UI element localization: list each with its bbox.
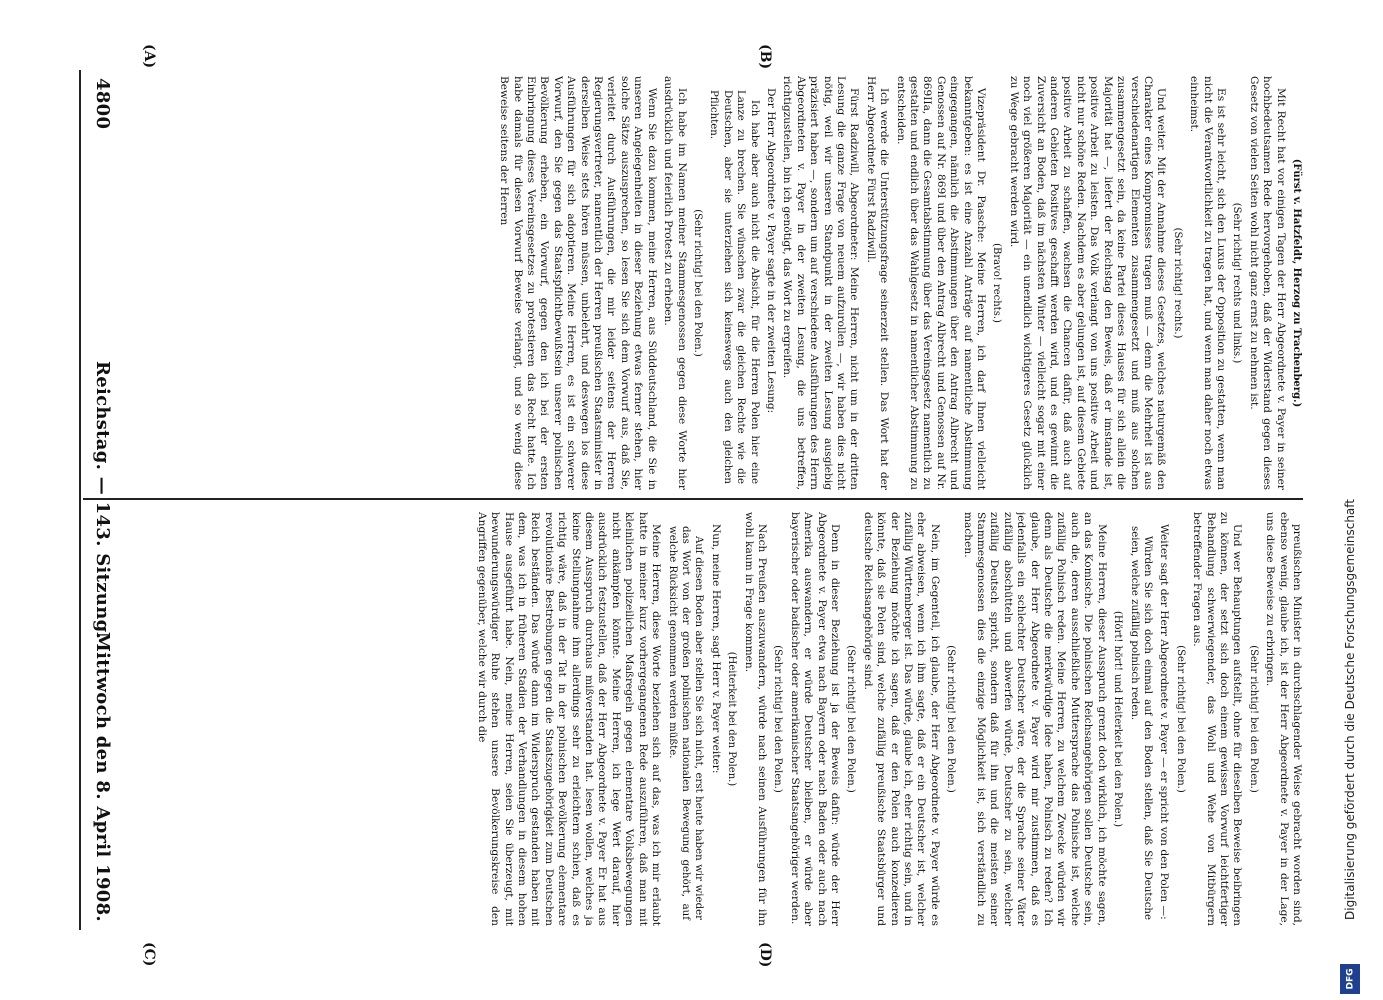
credit-text: Digitalisierung gefördert durch die Deutsche Forschungsgemeinschaft	[1343, 498, 1357, 920]
right-column	[88, 512, 1303, 926]
speaker-line: (Fürst v. Hatzfeldt, Herzog zu Trachenberg.)	[1291, 158, 1302, 408]
paragraph: Nach Preußen auszuwandern, würde nach seinen Ausführungen für ihn wohl kaum in Frage kommen.	[742, 512, 768, 926]
page-number: 4800	[92, 78, 113, 130]
interjection: (Sehr richtig! rechts und links.)	[1231, 202, 1243, 364]
left-column	[88, 76, 1303, 490]
margin-marker-b: (B)	[757, 44, 773, 70]
digitization-credit	[1338, 0, 1362, 1000]
interjection: (Sehr richtig! bei den Polen.)	[1247, 645, 1259, 793]
margin-marker-a: (A)	[141, 44, 157, 69]
paragraph: Fürst Radziwill, Abgeordneter: Meine Herren, nicht um in der dritten Lesung die ganze Frage von neuem aufzurollen —, wir haben dies nicht nötig, weil wir unseren Standpunkt in der zweiten Lesung ausgiebig präzisiert haben —, sondern um auf verschiedene Ausführungen des Herrn Abgeordneten v. Payer in der zweiten Lesung, die uns betreffen, richtigzustellen, bin ich genötigt, das Wort zu ergreifen.	[781, 76, 861, 490]
paragraph: Mit Recht hat vor einigen Tagen der Herr Abgeordnete v. Payer in seiner hochbedeutsamen Rede hervorgehoben, daß der Widerstand gegen dieses Gesetz von vielen Seiten wohl nicht ganz ernst zu nehmen ist.	[1247, 76, 1287, 490]
margin-marker-d: (D)	[757, 942, 773, 968]
paragraph: Weiter sagt der Herr Abgeordnete v. Payer — er spricht von den Polen —:	[1158, 524, 1171, 920]
column-divider	[83, 498, 1303, 500]
interjection: (Heiterkeit bei den Polen.)	[726, 651, 738, 787]
paragraph: Ich werde die Unterstützungsfrage seinerzeit stellen. Das Wort hat der Herr Abgeordnete Fürst Radziwill.	[864, 76, 891, 490]
dfg-logo-icon	[1340, 964, 1360, 994]
quotation: Auf diesen Boden aber stellen Sie sich nicht, erst heute haben wir wieder das Wort von der großen polnischen nationalen Bewegung gehört, auf welche Rücksicht genommen werden müßte.	[666, 526, 705, 920]
paragraph: Vizepräsident Dr. Paasche: Meine Herren, ich darf Ihnen vielleicht bekanntgeben: es ist eine Anzahl Anträge auf namentliche Abstimmung eingegangen, nämlich die Abstimmungen über den Antrag Albrecht und Genossen auf Nr. 869I und über den Antrag Albrecht und Genossen auf Nr. 869IIa, dann die Gesamtabstimmung über das Vereinsgesetz namentlich zu gestalten und endlich über das Wahlgesetz in namentlicher Abstimmung zu entscheiden.	[894, 76, 988, 490]
margin-marker-c: (C)	[141, 942, 157, 967]
paragraph: Es ist sehr leicht, sich den Luxus der Opposition zu gestatten, wenn man nicht die Verantwortlichkeit zu tragen hat, und wenn man daher noch etwas einheimst.	[1188, 76, 1227, 490]
interjection: (Sehr richtig! bei den Polen.)	[1174, 645, 1186, 793]
paragraph: Und wer Behauptungen aufstellt, ohne für dieselben Beweise beibringen zu können, der setzt sich doch einem gewissen Vorwurf leichtfertiger Behandlung schwerwiegender, das Wohl und Wehe von Mitbürgern betreffender Fragen aus.	[1191, 512, 1244, 926]
paragraph: Ich habe im Namen meiner Stammesgenossen gegen diese Worte hier ausdrücklich und feierlich Protest zu erheben.	[662, 76, 688, 490]
interjection: (Hört! hört! und Heiterkeit bei den Polen.)	[1112, 610, 1124, 828]
quotation: Ich habe aber auch nicht die Absicht, für die Herren Polen hier eine Lanze zu brechen. Sie wünschen zwar die gleichen Rechte wie die Deutschen, aber sie unterziehen sich keineswegs auch den gleichen Pflichten.	[708, 90, 760, 484]
paragraph: preußischen Minister in durchschlagender Weise gebracht worden sind, ebenso wenig, glaube ich, ist der Herr Abgeordnete v. Payer in der Lage, uns diese Beweise zu erbringen.	[1264, 512, 1303, 926]
interjection: (Sehr richtig! bei den Polen.)	[945, 645, 957, 793]
paragraph: Meine Herren, dieser Ausspruch grenzt doch wirklich, ich möchte sagen, an das Komische. Die polnischen Reichsangehörigen sollen Deutsche sein, auch die, deren ausschließliche Muttersprache das Polnische ist, welche zufällig Polnisch reden. Meine Herren, zu welchem Zwecke würden wir denn als Deutsche die merkwürdige Idee haben, Polnisch zu reden? Ich glaube, der Herr Abgeordnete v. Payer wird mir zustimmen, daß es jedenfalls ein schlechter Deutscher wäre, der die Sprache seiner Väter zufällig abschütteln und abwerfen würde, Deutscher zu sein, welcher zufällig Deutsch spricht, sondern daß für ihn und die meisten seiner Stammesgenossen dies die einzige Möglichkeit ist, sich verständlich zu machen.	[961, 512, 1108, 926]
interjection: (Sehr richtig! bei den Polen.)	[772, 645, 784, 793]
paragraph: Der Herr Abgeordnete v. Payer sagte in der zweiten Lesung:	[764, 88, 777, 414]
logo-label: DFG	[1345, 968, 1356, 990]
interjection: (Sehr richtig! bei den Polen.)	[691, 209, 703, 357]
paragraph: Und weiter. Mit der Annahme dieses Gesetzes, welches naturgemäß den Charakter eines Kompromisses tragen muß — denn die Mehrheit ist aus verschiedenartigen Elementen zusammengesetzt und muß aus solchen zusammengesetzt sein, da keine Partei dieses Hauses für sich allein die Majorität hat —, liefert der Reichstag den Beweis, daß er imstande ist, positive Arbeit zu leisten. Das Volk verlangt von uns positive Arbeit und nicht nur schöne Reden. Nachdem es aber gelungen ist, auf diesem Gebiete positive Arbeit zu schaffen, wachsen die Chancen dafür, daß auch auf anderen Gebieten Positives geschafft werden wird, und es gewinnt die Zuversicht an Boden, daß im nächsten Winter — vielleicht sogar mit einer noch viel größeren Majorität — ein unendlich wichtigeres Gesetz glücklich zu Wege gebracht werden wird.	[1007, 76, 1168, 490]
paragraph: Meine Herren, diese Worte beziehen sich auf das, was ich mir erlaubt hatte in meiner kurz vorhergegangenen Rede auszuführen, daß man mit kleinlichen polizeilichen Maßregeln gegen elementare Volksbewegungen nicht ankämpfen könnte. Meine Herren, ich lege Wert darauf, hier ausdrücklich festzustellen, daß der Herr Abgeordnete v. Payer Er hat aus diesem Ausspruch durchaus mißverstanden hat. lesen wollen, welches ja keine Stellungnahme ihm allerdings sehr zu erleichtern schien, daß es richtig wäre, daß in der Tat in der polnischen Bevölkerung elementare revolutionäre Bestrebungen gegen die Staatszugehörigkeit zum Deutschen Reich beständen. Das würde dann im Widerspruch gestanden haben mit dem, was ich in früheren Stadien der Verhandlungen in diesem hohen Hause ausgeführt habe. Nein, meine Herren, seien Sie überzeugt, mit bewunderungswürdiger Ruhe stehen unsere Bevölkerungskreise den Angriffen gegenüber, welche wir durch die	[475, 512, 663, 926]
quotation: Würden Sie sich doch einmal auf den Boden stellen, daß Sie Deutsche seien, welche zufällig polnisch reden.	[1128, 526, 1153, 920]
header-divider	[79, 70, 81, 930]
interjection: (Sehr richtig! bei den Polen.)	[845, 645, 857, 793]
paragraph: Nun, meine Herren, sagt Herr v. Payer weiter:	[709, 524, 722, 774]
session-date: Mittwoch den 8. April 1908.	[92, 631, 113, 922]
paragraph: Wenn Sie dazu kommen, meine Herren, aus Süddeutschland, die Sie in unseren Angelegenheiten in dieser Beziehung etwas ferner stehen, hier solche Sätze auszusprechen, so lesen Sie sich dem Vorwurf aus, daß Sie, verleitet durch Ausführungen, die mir leider seitens der Herren Regierungsvertreter, namentlich der Herren preußischen Staatsminister in derselben Weise stets hören müssen, unbelehrt, und deswegen los diese Ausführungen für sich adoptieren. Meine Herren, es ist ein schwerer Vorwurf, den Sie gegen das Staatspflichtbewußtsein unserer polnischen Bevölkerung erheben, ein Vorwurf, gegen den ich bei der ersten Einbringung dieses Vereinsgesetzes zu protestieren das Recht hatte. Ich habe damals für diesen Vorwurf Beweise verlangt, und so wenig diese Beweise seitens der Herren	[498, 76, 658, 490]
paragraph: Denn in dieser Beziehung ist ja der Beweis dafür: würde der Herr Abgeordnete v. Payer etwa nach Bayern oder nach Baden oder auch nach Amerika auswandern, er würde Deutscher bleiben, er würde aber bayerischer oder badischer oder amerikanischer Staatsangehöriger werden.	[788, 512, 841, 926]
paragraph: Nein, im Gegenteil, ich glaube, der Herr Abgeordnete v. Payer würde es eher abweisen, wenn ich ihm sagte, daß er ein Deutscher ist, welcher zufällig Württemberger ist. Das würde, glaube ich, eher richtig sein, und in der Beziehung möchte ich sagen, daß er den Polen auch konzedieren könnte, daß sie Polen sind, welche zufällig preußische Staatsbürger und deutsche Reichsangehörige sind.	[861, 512, 941, 926]
interjection: (Sehr richtig! rechts.)	[1171, 227, 1183, 339]
interjection: (Bravo! rechts.)	[991, 243, 1003, 323]
